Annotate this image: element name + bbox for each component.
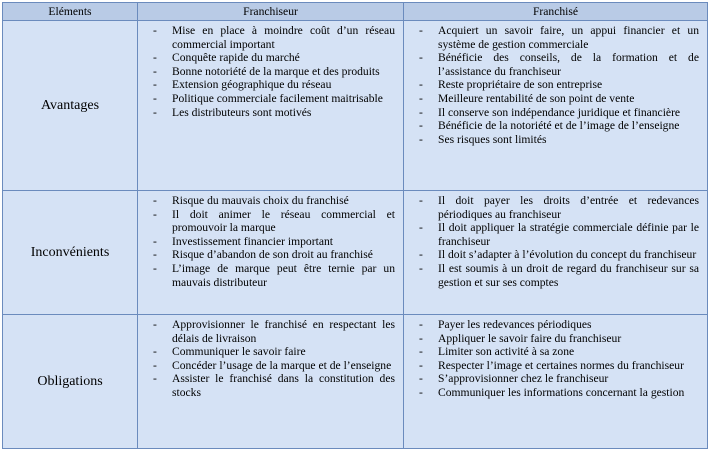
- bullet-dash: -: [153, 345, 157, 359]
- list-item-text: Extension géographique du réseau: [172, 78, 332, 92]
- header-elements: Eléments: [3, 3, 138, 21]
- list-item: [419, 221, 699, 248]
- list-item-text: Assister le franchisé dans la constitution des stocks: [172, 372, 395, 399]
- row-obligations: [3, 315, 708, 449]
- list-item: [153, 318, 395, 345]
- list-item: [153, 262, 395, 289]
- avantages-franchise-list: [404, 24, 707, 146]
- bullet-dash: -: [153, 64, 157, 78]
- bullet-dash: -: [153, 318, 157, 331]
- list-item-text: Approvisionner le franchisé en respectant les délais de livraison: [172, 318, 395, 345]
- inconvenients-franchise-list: [404, 194, 707, 289]
- bullet-dash: -: [153, 372, 157, 386]
- list-item-text: Communiquer les informations concernant la gestion: [438, 385, 685, 399]
- bullet-dash: -: [419, 331, 423, 345]
- list-item-text: S’approvisionner chez le franchiseur: [438, 372, 609, 386]
- header-franchiseur: Franchiseur: [138, 3, 404, 21]
- bullet-dash: -: [153, 51, 157, 65]
- obligations-franchise-list: [404, 318, 707, 400]
- list-item-text: Les distributeurs sont motivés: [172, 105, 312, 119]
- row-label-obligations: Obligations: [3, 315, 138, 449]
- bullet-dash: -: [419, 119, 423, 133]
- list-item: [419, 318, 699, 332]
- inconvenients-franchiseur-list: [138, 194, 403, 289]
- list-item: [419, 92, 699, 106]
- bullet-dash: -: [419, 261, 423, 275]
- list-item-text: Mise en place à moindre coût d’un réseau commercial important: [172, 24, 395, 51]
- list-item: [153, 65, 395, 79]
- bullet-dash: -: [419, 78, 423, 92]
- list-item-text: Il doit payer les droits d’entrée et redevances périodiques au franchiseur: [438, 194, 699, 221]
- bullet-dash: -: [419, 132, 423, 146]
- bullet-dash: -: [419, 91, 423, 105]
- cell-obligations-franchise: [404, 315, 708, 449]
- row-label-inconvenients: Inconvénients: [3, 191, 138, 315]
- list-item: [153, 208, 395, 235]
- bullet-dash: -: [419, 358, 423, 372]
- list-item-text: Respecter l’image et certaines normes du franchiseur: [438, 358, 684, 372]
- list-item: [153, 345, 395, 359]
- bullet-dash: -: [153, 234, 157, 248]
- list-item: [419, 248, 699, 262]
- header-row: [3, 3, 708, 21]
- list-item: [419, 372, 699, 386]
- list-item-text: Investissement financier important: [172, 234, 333, 248]
- list-item-text: Bonne notoriété de la marque et des produits: [172, 64, 380, 78]
- list-item-text: Il doit appliquer la stratégie commerciale définie par le franchiseur: [438, 221, 699, 248]
- list-item: [153, 248, 395, 262]
- cell-obligations-franchiseur: [138, 315, 404, 449]
- bullet-dash: -: [153, 78, 157, 92]
- bullet-dash: -: [419, 51, 423, 65]
- row-inconvenients: [3, 191, 708, 315]
- bullet-dash: -: [419, 221, 423, 235]
- bullet-dash: -: [153, 261, 157, 275]
- header-franchise: Franchisé: [404, 3, 708, 21]
- obligations-franchiseur-list: [138, 318, 403, 400]
- cell-inconvenients-franchiseur: [138, 191, 404, 315]
- cell-avantages-franchiseur: [138, 21, 404, 191]
- list-item-text: Il doit s’adapter à l’évolution du concept du franchiseur: [438, 248, 697, 262]
- list-item: [419, 119, 699, 133]
- list-item: [153, 92, 395, 106]
- row-label-avantages: Avantages: [3, 21, 138, 191]
- bullet-dash: -: [153, 194, 157, 207]
- bullet-dash: -: [419, 385, 423, 399]
- bullet-dash: -: [153, 207, 157, 221]
- list-item-text: Il doit animer le réseau commercial et promouvoir la marque: [172, 207, 395, 235]
- bullet-dash: -: [153, 358, 157, 372]
- list-item: [153, 235, 395, 249]
- bullet-dash: -: [153, 24, 157, 37]
- bullet-dash: -: [419, 318, 423, 331]
- list-item-text: Ses risques sont limités: [438, 132, 547, 146]
- franchise-comparison-table: [2, 2, 708, 449]
- avantages-franchiseur-list: [138, 24, 403, 119]
- bullet-dash: -: [153, 248, 157, 262]
- bullet-dash: -: [153, 91, 157, 105]
- list-item: [153, 106, 395, 120]
- list-item: [419, 359, 699, 373]
- cell-inconvenients-franchise: [404, 191, 708, 315]
- list-item-text: Reste propriétaire de son entreprise: [438, 78, 603, 92]
- list-item-text: Il conserve son indépendance juridique et financière: [438, 105, 681, 119]
- list-item: [153, 372, 395, 399]
- list-item-text: Bénéficie des conseils, de la formation et de l’assistance du franchiseur: [438, 51, 699, 78]
- list-item: [419, 332, 699, 346]
- list-item: [153, 359, 395, 373]
- bullet-dash: -: [419, 194, 423, 207]
- list-item: [419, 262, 699, 289]
- list-item: [153, 51, 395, 65]
- list-item: [419, 386, 699, 400]
- list-item-text: Risque du mauvais choix du franchisé: [172, 194, 349, 207]
- cell-avantages-franchise: [404, 21, 708, 191]
- list-item-text: Acquiert un savoir faire, un appui financier et un système de gestion commerciale: [438, 24, 699, 51]
- list-item-text: Bénéficie de la notoriété et de l’image de l’enseigne: [438, 119, 680, 133]
- list-item: [419, 194, 699, 221]
- list-item-text: Communiquer le savoir faire: [172, 345, 306, 359]
- bullet-dash: -: [419, 24, 423, 37]
- bullet-dash: -: [419, 345, 423, 359]
- list-item: [153, 194, 395, 208]
- list-item: [419, 78, 699, 92]
- list-item: [419, 106, 699, 120]
- list-item: [419, 51, 699, 78]
- list-item-text: Politique commerciale facilement maitrisable: [172, 91, 383, 105]
- list-item: [419, 345, 699, 359]
- list-item-text: Il est soumis à un droit de regard du franchiseur sur sa gestion et sur ses comptes: [438, 261, 699, 289]
- bullet-dash: -: [419, 248, 423, 262]
- bullet-dash: -: [419, 372, 423, 386]
- list-item-text: Risque d’abandon de son droit au franchisé: [172, 248, 373, 262]
- row-avantages: [3, 21, 708, 191]
- list-item-text: Limiter son activité à sa zone: [438, 345, 575, 359]
- bullet-dash: -: [153, 105, 157, 119]
- list-item: [419, 133, 699, 147]
- list-item: [153, 24, 395, 51]
- list-item-text: Meilleure rentabilité de son point de vente: [438, 91, 635, 105]
- list-item: [153, 78, 395, 92]
- list-item-text: Conquête rapide du marché: [172, 51, 300, 65]
- list-item-text: Payer les redevances périodiques: [438, 318, 592, 331]
- list-item: [419, 24, 699, 51]
- list-item-text: Appliquer le savoir faire du franchiseur: [438, 331, 622, 345]
- bullet-dash: -: [419, 105, 423, 119]
- list-item-text: L’image de marque peut être ternie par un mauvais distributeur: [172, 261, 395, 289]
- list-item-text: Concéder l’usage de la marque et de l’enseigne: [172, 358, 392, 372]
